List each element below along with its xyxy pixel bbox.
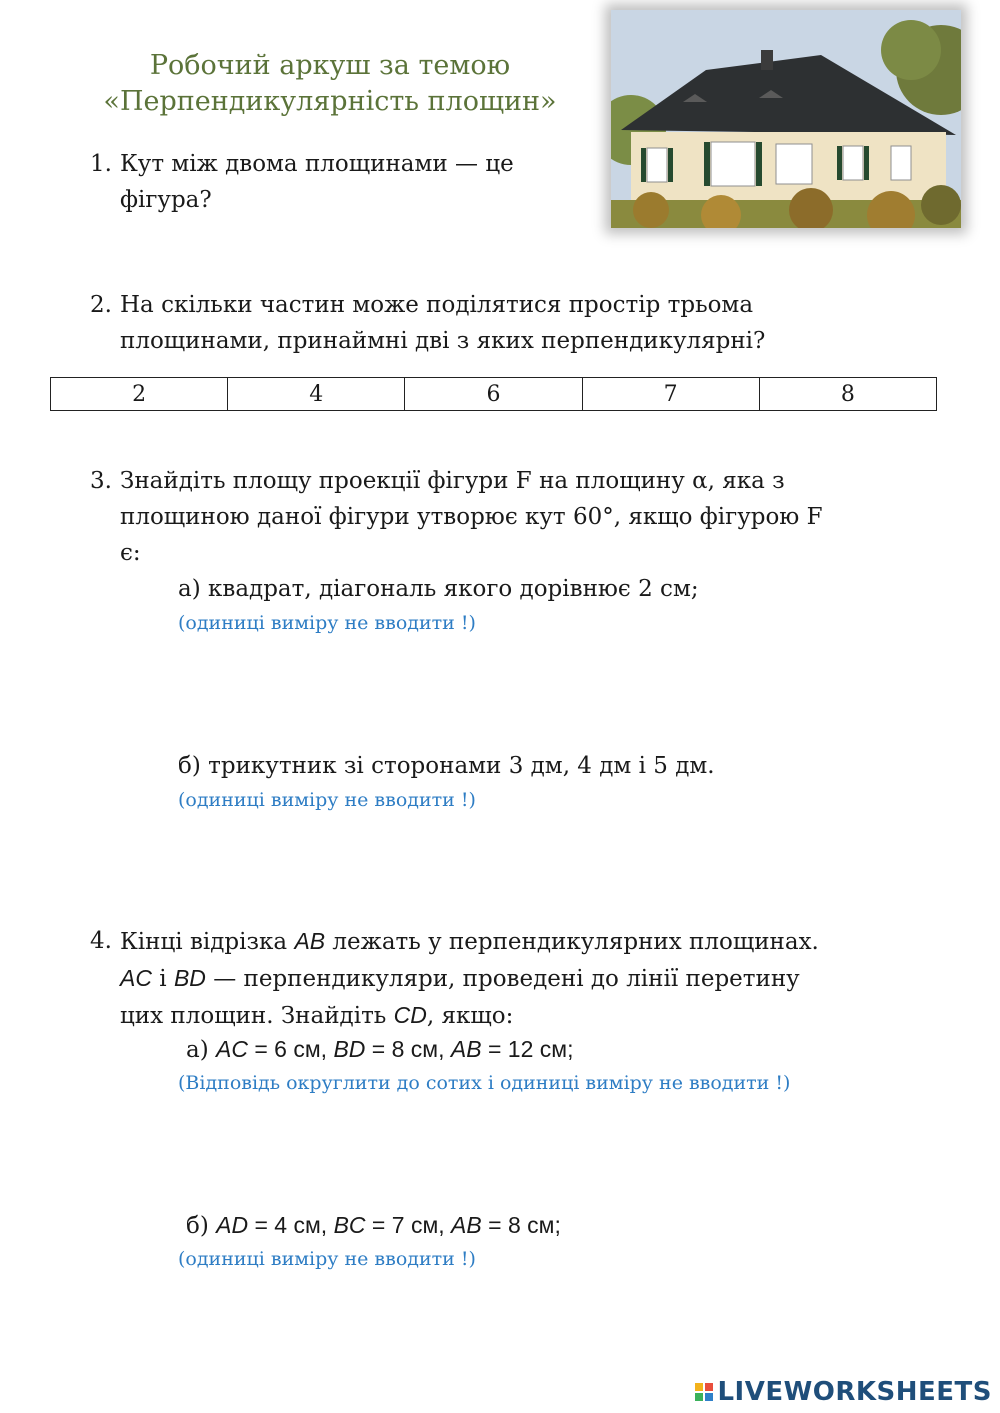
liveworksheets-logo[interactable] [695,1377,992,1407]
segment-label: CD [393,1002,427,1028]
title-line-1: Робочий аркуш за темою [149,50,511,81]
question-number: 4. [90,928,112,954]
answer-option[interactable]: 2 [51,378,228,411]
question-4 [0,923,960,1031]
question-text-line: Знайдіть площу проекції фігури F на площину α, яка з [120,468,785,494]
question-text-line: AC і BD — перпендикуляри, проведені до лінії перетину [120,965,800,992]
question-text-line: цих площин. Знайдіть CD, якщо: [120,1002,514,1029]
question-text-line: площинами, принаймні дві з яких перпендикулярні? [120,328,766,354]
question-number: 2. [90,292,112,318]
segment-label: AC [120,965,152,991]
question-3b-hint: (одиниці виміру не вводити !) [178,789,476,811]
question-text-line: площиною даної фігури утворює кут 60°, якщо фігурою F [120,504,823,530]
house-photo [611,10,961,228]
question-text-line: фігура? [120,187,212,213]
question-3 [0,463,960,571]
question-3b-text: б) трикутник зі сторонами 3 дм, 4 дм і 5 дм. [178,753,715,779]
question-2 [0,287,960,359]
liveworksheets-logo-icon [695,1383,713,1401]
question-4a-text: а) AC = 6 см, BD = 8 см, AB = 12 см; [186,1036,574,1063]
segment-label: BD [173,965,206,991]
segment-label: AB [294,928,326,954]
brand-name: LIVEWORKSHEETS [717,1377,992,1407]
title-line-2: «Перпендикулярність площин» [103,86,557,117]
question-4a-hint: (Відповідь округлити до сотих і одиниці виміру не вводити !) [178,1072,791,1094]
answer-option[interactable]: 7 [582,378,759,411]
question-text-line: Кінці відрізка AB лежать у перпендикулярних площинах. [120,928,819,955]
question-number: 1. [90,151,112,177]
question-text-line: На скільки частин може поділятися простір трьома [120,292,754,318]
worksheet-title [70,48,590,120]
answer-option[interactable]: 4 [228,378,405,411]
question-3a-hint: (одиниці виміру не вводити !) [178,612,476,634]
question-number: 3. [90,468,112,494]
question-4b-hint: (одиниці виміру не вводити !) [178,1248,476,1270]
answer-option[interactable]: 6 [405,378,582,411]
answer-option[interactable]: 8 [759,378,936,411]
question-1 [0,146,600,218]
question-text-line: є: [120,540,141,566]
answer-options-table [50,377,937,411]
question-3a-text: а) квадрат, діагональ якого дорівнює 2 см; [178,576,699,602]
question-text-line: Кут між двома площинами — це [120,151,514,177]
question-4b-text: б) AD = 4 см, BC = 7 см, AB = 8 см; [186,1212,561,1239]
